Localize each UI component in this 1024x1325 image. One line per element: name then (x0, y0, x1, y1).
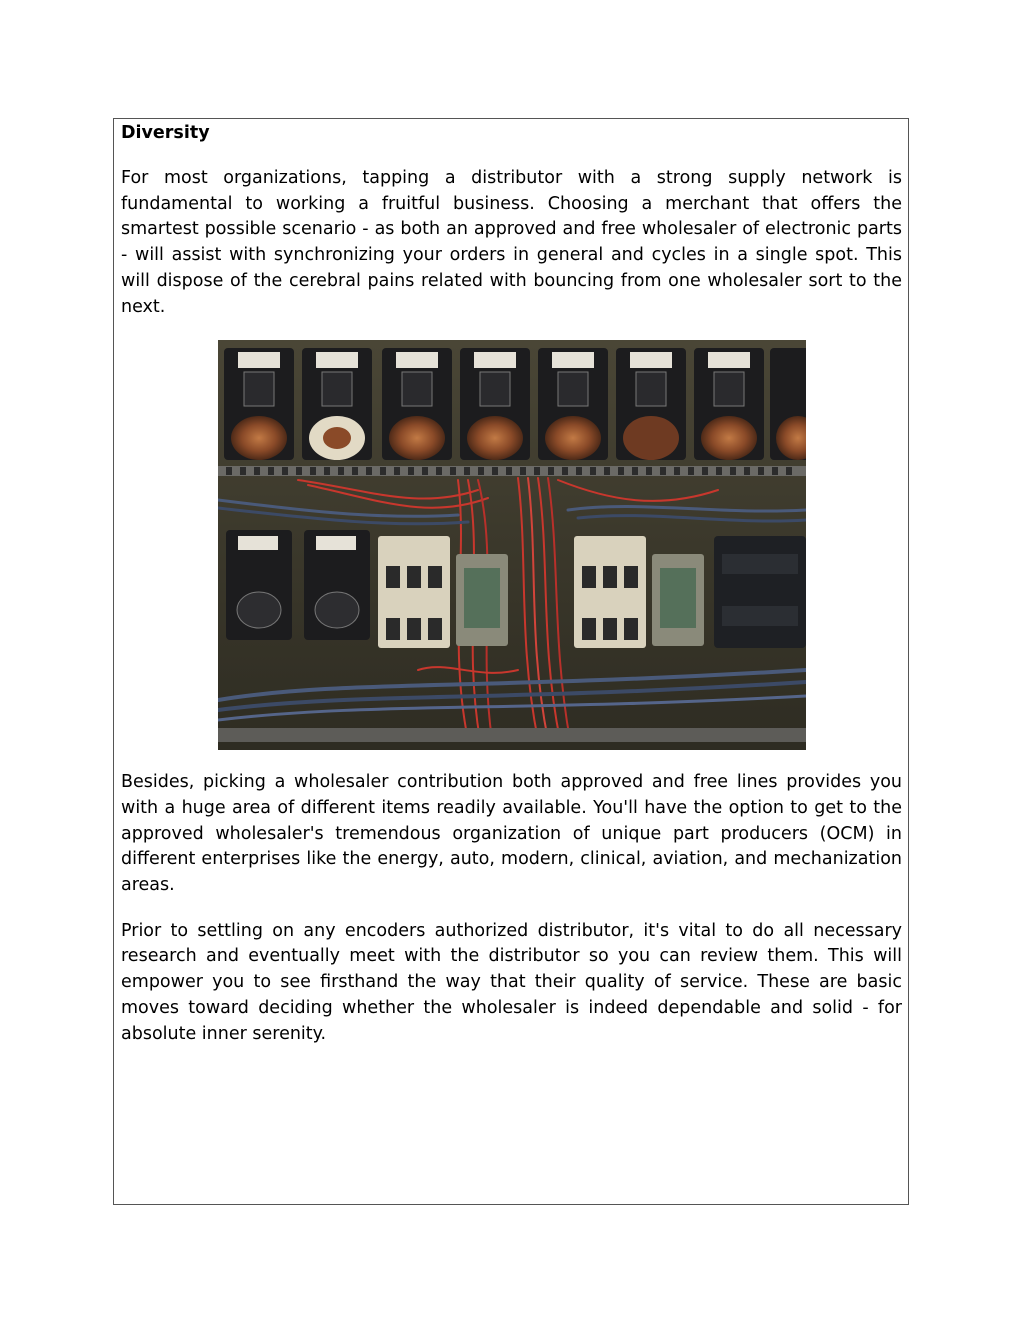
panel-illustration (218, 340, 806, 750)
paragraph-2: Besides, picking a wholesaler contribution both approved and free lines provides you with a huge area of different items readily available. You'll have the option to get to the approved wholesaler's tremendous organization of unique part producers (OCM) in different enterprises like the energy, auto, modern, clinical, aviation, and mechanization areas. (121, 772, 902, 896)
paragraph-3: Prior to settling on any encoders authorized distributor, it's vital to do all necessary research and eventually meet with the distributor so you can review them. This will empower you to see firsthand the way that their quality of service. These are basic moves toward deciding whether the wholesaler is indeed dependable and solid - for absolute inner serenity. (121, 920, 902, 1044)
paragraph-1: For most organizations, tapping a distributor with a strong supply network is fundamental to working a fruitful business. Choosing a merchant that offers the smartest possible scenario - as both an approved and free wholesaler of electronic parts - will assist with synchronizing your orders in general and cycles in a single spot. This will dispose of the cerebral pains related with bouncing from one wholesaler sort to the next. (121, 168, 902, 317)
document-body (121, 119, 902, 1047)
section-heading: Diversity (121, 123, 210, 143)
top-relay-row (224, 348, 806, 460)
electrical-panel-photo (218, 340, 806, 750)
bottom-terminal-strip (218, 728, 806, 742)
document-frame (113, 118, 909, 1205)
